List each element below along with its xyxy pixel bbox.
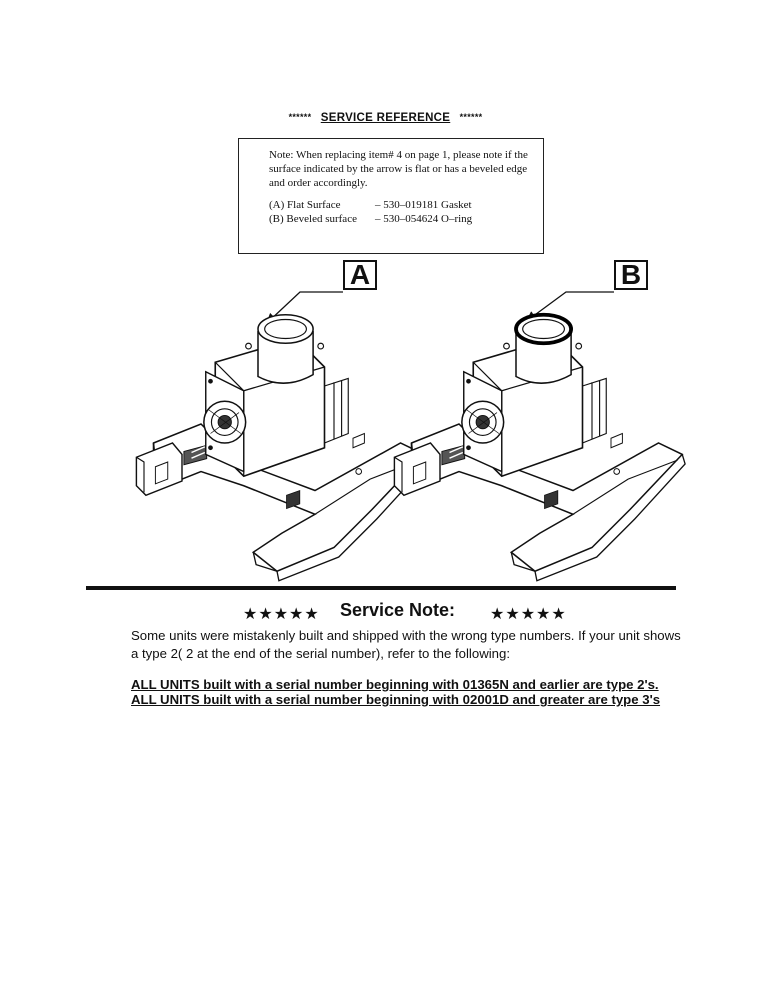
option-row-b xyxy=(269,212,531,226)
housing-drawing-a xyxy=(136,315,427,581)
figure-label-b: B xyxy=(614,260,648,290)
service-note-title: Service Note: xyxy=(340,600,456,620)
service-note-stars-right: ★★★★★ xyxy=(490,606,567,623)
option-a-label: (A) Flat Surface xyxy=(269,199,341,211)
leader-arrow-b xyxy=(528,292,614,320)
leader-arrow-a xyxy=(268,292,343,322)
section-divider xyxy=(86,586,676,590)
serial-rules xyxy=(131,677,731,707)
note-box xyxy=(238,138,544,254)
service-note-heading xyxy=(0,600,771,624)
option-b-label: (B) Beveled surface xyxy=(269,213,357,225)
option-b-part: – 530–054624 O–ring xyxy=(375,213,473,225)
service-note-text: Some units were mistakenly built and shipped with the wrong type numbers. If your unit shows a type 2( 2 at the end of the serial number), refer to the following: xyxy=(131,628,681,661)
housing-drawing-b xyxy=(394,315,685,581)
heading-stars-left: ****** xyxy=(288,112,312,122)
service-note-stars-left: ★★★★★ xyxy=(243,606,320,623)
figure-label-a: A xyxy=(343,260,377,290)
service-reference-title: SERVICE REFERENCE xyxy=(320,112,451,124)
service-reference-heading xyxy=(0,112,771,124)
serial-rule-type-3: ALL UNITS built with a serial number beginning with 02001D and greater are type 3's xyxy=(131,692,661,707)
heading-stars-right: ****** xyxy=(459,112,483,122)
option-a-part: – 530–019181 Gasket xyxy=(375,199,472,211)
service-note-body xyxy=(131,627,691,663)
serial-rule-type-2: ALL UNITS built with a serial number beginning with 01365N and earlier are type 2's. xyxy=(131,677,659,692)
option-row-a xyxy=(269,198,531,212)
note-text: Note: When replacing item# 4 on page 1, please note if the surface indicated by the arrow is flat or has a beveled edge and order accordingly. xyxy=(269,149,528,189)
